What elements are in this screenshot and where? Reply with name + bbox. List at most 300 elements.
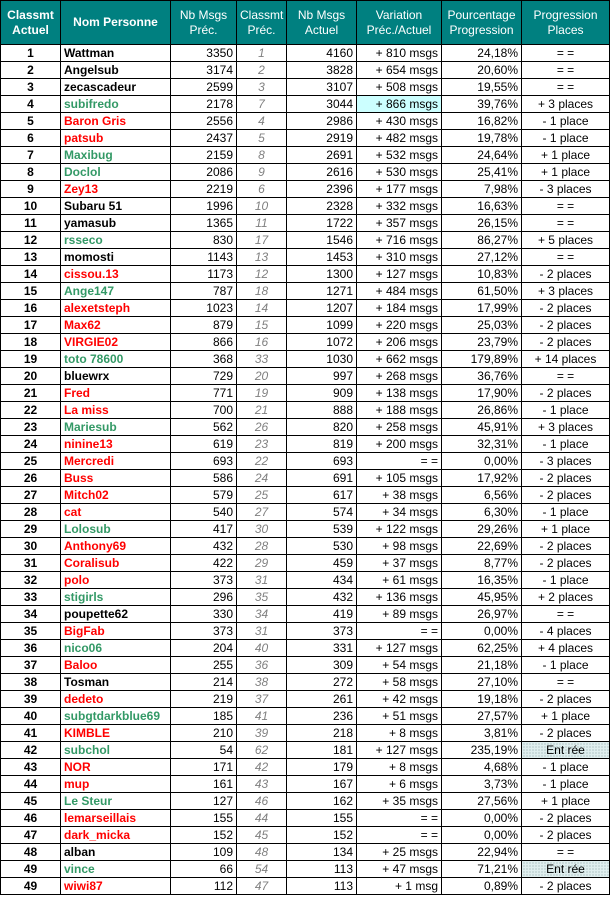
variation-cell: + 662 msgs	[357, 351, 442, 368]
rank-cell: 41	[1, 725, 61, 742]
header-percent: Pourcentage Progression	[442, 1, 522, 45]
progress-cell: - 3 places	[522, 181, 610, 198]
rank-cell: 4	[1, 96, 61, 113]
progress-cell: = =	[522, 215, 610, 232]
cur-msgs-cell: 1030	[287, 351, 357, 368]
rank-cell: 20	[1, 368, 61, 385]
prev-msgs-cell: 3174	[171, 62, 237, 79]
table-row	[1, 249, 610, 266]
cur-msgs-cell: 113	[287, 878, 357, 895]
table-row	[1, 96, 610, 113]
prev-msgs-cell: 2437	[171, 130, 237, 147]
name-cell: subchol	[61, 742, 171, 759]
prev-rank-cell: 3	[237, 79, 287, 96]
progress-cell: - 2 places	[522, 878, 610, 895]
variation-cell: + 6 msgs	[357, 776, 442, 793]
progress-cell: - 2 places	[522, 487, 610, 504]
table-row	[1, 640, 610, 657]
table-row	[1, 453, 610, 470]
prev-rank-cell: 6	[237, 181, 287, 198]
table-row	[1, 504, 610, 521]
percent-cell: 16,82%	[442, 113, 522, 130]
prev-rank-cell: 1	[237, 45, 287, 62]
prev-rank-cell: 28	[237, 538, 287, 555]
cur-msgs-cell: 909	[287, 385, 357, 402]
name-cell: toto 78600	[61, 351, 171, 368]
table-row	[1, 402, 610, 419]
cur-msgs-cell: 4160	[287, 45, 357, 62]
progress-cell: - 1 place	[522, 402, 610, 419]
cur-msgs-cell: 574	[287, 504, 357, 521]
table-row	[1, 215, 610, 232]
cur-msgs-cell: 1072	[287, 334, 357, 351]
rank-cell: 33	[1, 589, 61, 606]
table-row	[1, 232, 610, 249]
prev-rank-cell: 4	[237, 113, 287, 130]
variation-cell: + 206 msgs	[357, 334, 442, 351]
percent-cell: 16,35%	[442, 572, 522, 589]
table-row	[1, 368, 610, 385]
variation-cell: + 42 msgs	[357, 691, 442, 708]
name-cell: poupette62	[61, 606, 171, 623]
name-cell: wiwi87	[61, 878, 171, 895]
prev-msgs-cell: 373	[171, 623, 237, 640]
table-row	[1, 572, 610, 589]
percent-cell: 6,30%	[442, 504, 522, 521]
progress-cell: + 1 place	[522, 708, 610, 725]
percent-cell: 22,69%	[442, 538, 522, 555]
variation-cell: + 105 msgs	[357, 470, 442, 487]
percent-cell: 86,27%	[442, 232, 522, 249]
percent-cell: 6,56%	[442, 487, 522, 504]
prev-msgs-cell: 540	[171, 504, 237, 521]
percent-cell: 21,18%	[442, 657, 522, 674]
table-row	[1, 487, 610, 504]
variation-cell: + 810 msgs	[357, 45, 442, 62]
cur-msgs-cell: 530	[287, 538, 357, 555]
table-row	[1, 436, 610, 453]
table-row	[1, 827, 610, 844]
table-row	[1, 759, 610, 776]
cur-msgs-cell: 1722	[287, 215, 357, 232]
percent-cell: 61,50%	[442, 283, 522, 300]
name-cell: Max62	[61, 317, 171, 334]
prev-msgs-cell: 830	[171, 232, 237, 249]
percent-cell: 36,76%	[442, 368, 522, 385]
prev-rank-cell: 54	[237, 861, 287, 878]
cur-msgs-cell: 309	[287, 657, 357, 674]
percent-cell: 19,18%	[442, 691, 522, 708]
prev-rank-cell: 29	[237, 555, 287, 572]
percent-cell: 45,95%	[442, 589, 522, 606]
name-cell: Baron Gris	[61, 113, 171, 130]
rank-cell: 12	[1, 232, 61, 249]
variation-cell: + 654 msgs	[357, 62, 442, 79]
name-cell: BigFab	[61, 623, 171, 640]
rank-cell: 21	[1, 385, 61, 402]
progress-cell: = =	[522, 79, 610, 96]
variation-cell: = =	[357, 623, 442, 640]
prev-msgs-cell: 1143	[171, 249, 237, 266]
progress-cell: + 2 places	[522, 589, 610, 606]
percent-cell: 19,78%	[442, 130, 522, 147]
progress-cell: + 1 place	[522, 793, 610, 810]
cur-msgs-cell: 272	[287, 674, 357, 691]
prev-msgs-cell: 2159	[171, 147, 237, 164]
prev-rank-cell: 17	[237, 232, 287, 249]
prev-rank-cell: 7	[237, 96, 287, 113]
prev-rank-cell: 44	[237, 810, 287, 827]
percent-cell: 24,18%	[442, 45, 522, 62]
variation-cell: = =	[357, 810, 442, 827]
prev-msgs-cell: 700	[171, 402, 237, 419]
prev-msgs-cell: 866	[171, 334, 237, 351]
name-cell: Subaru 51	[61, 198, 171, 215]
name-cell: Tosman	[61, 674, 171, 691]
percent-cell: 0,00%	[442, 827, 522, 844]
prev-msgs-cell: 879	[171, 317, 237, 334]
cur-msgs-cell: 2396	[287, 181, 357, 198]
variation-cell: + 38 msgs	[357, 487, 442, 504]
progress-cell: - 1 place	[522, 759, 610, 776]
percent-cell: 22,94%	[442, 844, 522, 861]
table-row	[1, 844, 610, 861]
variation-cell: + 61 msgs	[357, 572, 442, 589]
rank-cell: 7	[1, 147, 61, 164]
variation-cell: + 35 msgs	[357, 793, 442, 810]
progress-cell: - 4 places	[522, 623, 610, 640]
rank-cell: 32	[1, 572, 61, 589]
variation-cell: + 51 msgs	[357, 708, 442, 725]
percent-cell: 39,76%	[442, 96, 522, 113]
cur-msgs-cell: 1546	[287, 232, 357, 249]
progress-cell: Ent rée	[522, 742, 610, 759]
variation-cell: + 136 msgs	[357, 589, 442, 606]
cur-msgs-cell: 2616	[287, 164, 357, 181]
prev-msgs-cell: 2178	[171, 96, 237, 113]
table-row	[1, 742, 610, 759]
prev-rank-cell: 46	[237, 793, 287, 810]
table-row	[1, 674, 610, 691]
variation-cell: + 357 msgs	[357, 215, 442, 232]
name-cell: ninine13	[61, 436, 171, 453]
variation-cell: + 532 msgs	[357, 147, 442, 164]
table-row	[1, 113, 610, 130]
progress-cell: - 1 place	[522, 504, 610, 521]
rank-cell: 6	[1, 130, 61, 147]
table-row	[1, 878, 610, 895]
variation-cell: + 200 msgs	[357, 436, 442, 453]
percent-cell: 27,57%	[442, 708, 522, 725]
progress-cell: = =	[522, 249, 610, 266]
variation-cell: + 310 msgs	[357, 249, 442, 266]
table-row	[1, 266, 610, 283]
table-row	[1, 589, 610, 606]
percent-cell: 23,79%	[442, 334, 522, 351]
prev-msgs-cell: 619	[171, 436, 237, 453]
header-name: Nom Personne	[61, 1, 171, 45]
table-row	[1, 317, 610, 334]
rank-cell: 11	[1, 215, 61, 232]
rank-cell: 15	[1, 283, 61, 300]
progress-cell: - 2 places	[522, 266, 610, 283]
prev-rank-cell: 45	[237, 827, 287, 844]
progress-cell: - 1 place	[522, 572, 610, 589]
table-row	[1, 861, 610, 878]
table-row	[1, 300, 610, 317]
table-row	[1, 385, 610, 402]
table-row	[1, 181, 610, 198]
table-row	[1, 555, 610, 572]
variation-cell: + 127 msgs	[357, 742, 442, 759]
percent-cell: 4,68%	[442, 759, 522, 776]
percent-cell: 0,00%	[442, 810, 522, 827]
variation-cell: + 508 msgs	[357, 79, 442, 96]
prev-msgs-cell: 579	[171, 487, 237, 504]
table-row	[1, 606, 610, 623]
progress-cell: - 2 places	[522, 385, 610, 402]
cur-msgs-cell: 820	[287, 419, 357, 436]
prev-rank-cell: 31	[237, 623, 287, 640]
progress-cell: + 3 places	[522, 283, 610, 300]
name-cell: Zey13	[61, 181, 171, 198]
table-row	[1, 793, 610, 810]
prev-rank-cell: 38	[237, 674, 287, 691]
table-row	[1, 419, 610, 436]
table-row	[1, 691, 610, 708]
variation-cell: + 34 msgs	[357, 504, 442, 521]
cur-msgs-cell: 459	[287, 555, 357, 572]
cur-msgs-cell: 997	[287, 368, 357, 385]
name-cell: dark_micka	[61, 827, 171, 844]
name-cell: zecascadeur	[61, 79, 171, 96]
prev-rank-cell: 30	[237, 521, 287, 538]
variation-cell: + 188 msgs	[357, 402, 442, 419]
rank-cell: 28	[1, 504, 61, 521]
table-row	[1, 62, 610, 79]
prev-msgs-cell: 214	[171, 674, 237, 691]
prev-msgs-cell: 586	[171, 470, 237, 487]
name-cell: Maxibug	[61, 147, 171, 164]
cur-msgs-cell: 1300	[287, 266, 357, 283]
percent-cell: 19,55%	[442, 79, 522, 96]
table-row	[1, 130, 610, 147]
rank-cell: 35	[1, 623, 61, 640]
cur-msgs-cell: 331	[287, 640, 357, 657]
table-row	[1, 351, 610, 368]
name-cell: Le Steur	[61, 793, 171, 810]
prev-rank-cell: 43	[237, 776, 287, 793]
prev-rank-cell: 25	[237, 487, 287, 504]
name-cell: Angelsub	[61, 62, 171, 79]
table-row	[1, 725, 610, 742]
prev-rank-cell: 14	[237, 300, 287, 317]
rank-cell: 17	[1, 317, 61, 334]
prev-msgs-cell: 729	[171, 368, 237, 385]
prev-rank-cell: 26	[237, 419, 287, 436]
rank-cell: 3	[1, 79, 61, 96]
header-rank: Classmt Actuel	[1, 1, 61, 45]
variation-cell: + 25 msgs	[357, 844, 442, 861]
prev-rank-cell: 2	[237, 62, 287, 79]
rank-cell: 30	[1, 538, 61, 555]
name-cell: rsseco	[61, 232, 171, 249]
progress-cell: = =	[522, 198, 610, 215]
rank-cell: 16	[1, 300, 61, 317]
table-row	[1, 810, 610, 827]
prev-msgs-cell: 255	[171, 657, 237, 674]
rank-cell: 45	[1, 793, 61, 810]
percent-cell: 17,99%	[442, 300, 522, 317]
variation-cell: + 184 msgs	[357, 300, 442, 317]
name-cell: La miss	[61, 402, 171, 419]
prev-rank-cell: 33	[237, 351, 287, 368]
rank-cell: 49	[1, 861, 61, 878]
variation-cell: + 220 msgs	[357, 317, 442, 334]
prev-rank-cell: 31	[237, 572, 287, 589]
rank-cell: 24	[1, 436, 61, 453]
cur-msgs-cell: 539	[287, 521, 357, 538]
percent-cell: 26,15%	[442, 215, 522, 232]
prev-msgs-cell: 219	[171, 691, 237, 708]
percent-cell: 0,00%	[442, 623, 522, 640]
cur-msgs-cell: 179	[287, 759, 357, 776]
table-row	[1, 198, 610, 215]
prev-msgs-cell: 66	[171, 861, 237, 878]
cur-msgs-cell: 3828	[287, 62, 357, 79]
rank-cell: 29	[1, 521, 61, 538]
name-cell: nico06	[61, 640, 171, 657]
prev-rank-cell: 27	[237, 504, 287, 521]
table-body	[1, 45, 610, 895]
table-row	[1, 164, 610, 181]
variation-cell: + 430 msgs	[357, 113, 442, 130]
percent-cell: 3,73%	[442, 776, 522, 793]
percent-cell: 32,31%	[442, 436, 522, 453]
prev-rank-cell: 12	[237, 266, 287, 283]
prev-rank-cell: 9	[237, 164, 287, 181]
prev-rank-cell: 16	[237, 334, 287, 351]
name-cell: polo	[61, 572, 171, 589]
table-row	[1, 538, 610, 555]
percent-cell: 25,03%	[442, 317, 522, 334]
prev-rank-cell: 5	[237, 130, 287, 147]
percent-cell: 3,81%	[442, 725, 522, 742]
cur-msgs-cell: 1453	[287, 249, 357, 266]
rank-cell: 26	[1, 470, 61, 487]
variation-cell: + 127 msgs	[357, 640, 442, 657]
prev-msgs-cell: 373	[171, 572, 237, 589]
prev-rank-cell: 15	[237, 317, 287, 334]
prev-rank-cell: 8	[237, 147, 287, 164]
prev-msgs-cell: 210	[171, 725, 237, 742]
prev-msgs-cell: 152	[171, 827, 237, 844]
cur-msgs-cell: 2691	[287, 147, 357, 164]
name-cell: Anthony69	[61, 538, 171, 555]
percent-cell: 179,89%	[442, 351, 522, 368]
rank-cell: 25	[1, 453, 61, 470]
prev-rank-cell: 42	[237, 759, 287, 776]
percent-cell: 235,19%	[442, 742, 522, 759]
cur-msgs-cell: 2328	[287, 198, 357, 215]
progress-cell: - 2 places	[522, 827, 610, 844]
prev-rank-cell: 13	[237, 249, 287, 266]
percent-cell: 25,41%	[442, 164, 522, 181]
variation-cell: + 138 msgs	[357, 385, 442, 402]
variation-cell: + 482 msgs	[357, 130, 442, 147]
progress-cell: + 3 places	[522, 419, 610, 436]
name-cell: dedeto	[61, 691, 171, 708]
prev-rank-cell: 11	[237, 215, 287, 232]
prev-rank-cell: 37	[237, 691, 287, 708]
header-prev-msgs: Nb Msgs Préc.	[171, 1, 237, 45]
progress-cell: = =	[522, 844, 610, 861]
progress-cell: - 2 places	[522, 470, 610, 487]
prev-msgs-cell: 204	[171, 640, 237, 657]
name-cell: VIRGIE02	[61, 334, 171, 351]
variation-cell: = =	[357, 453, 442, 470]
cur-msgs-cell: 162	[287, 793, 357, 810]
progress-cell: - 1 place	[522, 130, 610, 147]
prev-msgs-cell: 1173	[171, 266, 237, 283]
prev-msgs-cell: 185	[171, 708, 237, 725]
rank-cell: 1	[1, 45, 61, 62]
table-row	[1, 79, 610, 96]
cur-msgs-cell: 419	[287, 606, 357, 623]
name-cell: Lolosub	[61, 521, 171, 538]
table-row	[1, 521, 610, 538]
name-cell: Mercredi	[61, 453, 171, 470]
percent-cell: 29,26%	[442, 521, 522, 538]
progress-cell: + 5 places	[522, 232, 610, 249]
percent-cell: 71,21%	[442, 861, 522, 878]
cur-msgs-cell: 181	[287, 742, 357, 759]
prev-msgs-cell: 432	[171, 538, 237, 555]
cur-msgs-cell: 691	[287, 470, 357, 487]
prev-msgs-cell: 2599	[171, 79, 237, 96]
progress-cell: + 1 place	[522, 164, 610, 181]
progress-cell: - 2 places	[522, 300, 610, 317]
table-row	[1, 147, 610, 164]
percent-cell: 8,77%	[442, 555, 522, 572]
prev-msgs-cell: 1023	[171, 300, 237, 317]
progress-cell: + 3 places	[522, 96, 610, 113]
name-cell: Ange147	[61, 283, 171, 300]
header-progress: Progression Places	[522, 1, 610, 45]
prev-msgs-cell: 787	[171, 283, 237, 300]
cur-msgs-cell: 167	[287, 776, 357, 793]
rank-cell: 5	[1, 113, 61, 130]
table-row	[1, 45, 610, 62]
variation-cell: + 530 msgs	[357, 164, 442, 181]
progress-cell: - 2 places	[522, 691, 610, 708]
prev-rank-cell: 39	[237, 725, 287, 742]
name-cell: KIMBLE	[61, 725, 171, 742]
rank-cell: 49	[1, 878, 61, 895]
rank-cell: 34	[1, 606, 61, 623]
prev-rank-cell: 18	[237, 283, 287, 300]
cur-msgs-cell: 152	[287, 827, 357, 844]
prev-rank-cell: 24	[237, 470, 287, 487]
progress-cell: - 2 places	[522, 317, 610, 334]
rank-cell: 10	[1, 198, 61, 215]
header-cur-msgs: Nb Msgs Actuel	[287, 1, 357, 45]
cur-msgs-cell: 3044	[287, 96, 357, 113]
prev-rank-cell: 21	[237, 402, 287, 419]
rank-cell: 23	[1, 419, 61, 436]
rank-cell: 37	[1, 657, 61, 674]
variation-cell: + 716 msgs	[357, 232, 442, 249]
